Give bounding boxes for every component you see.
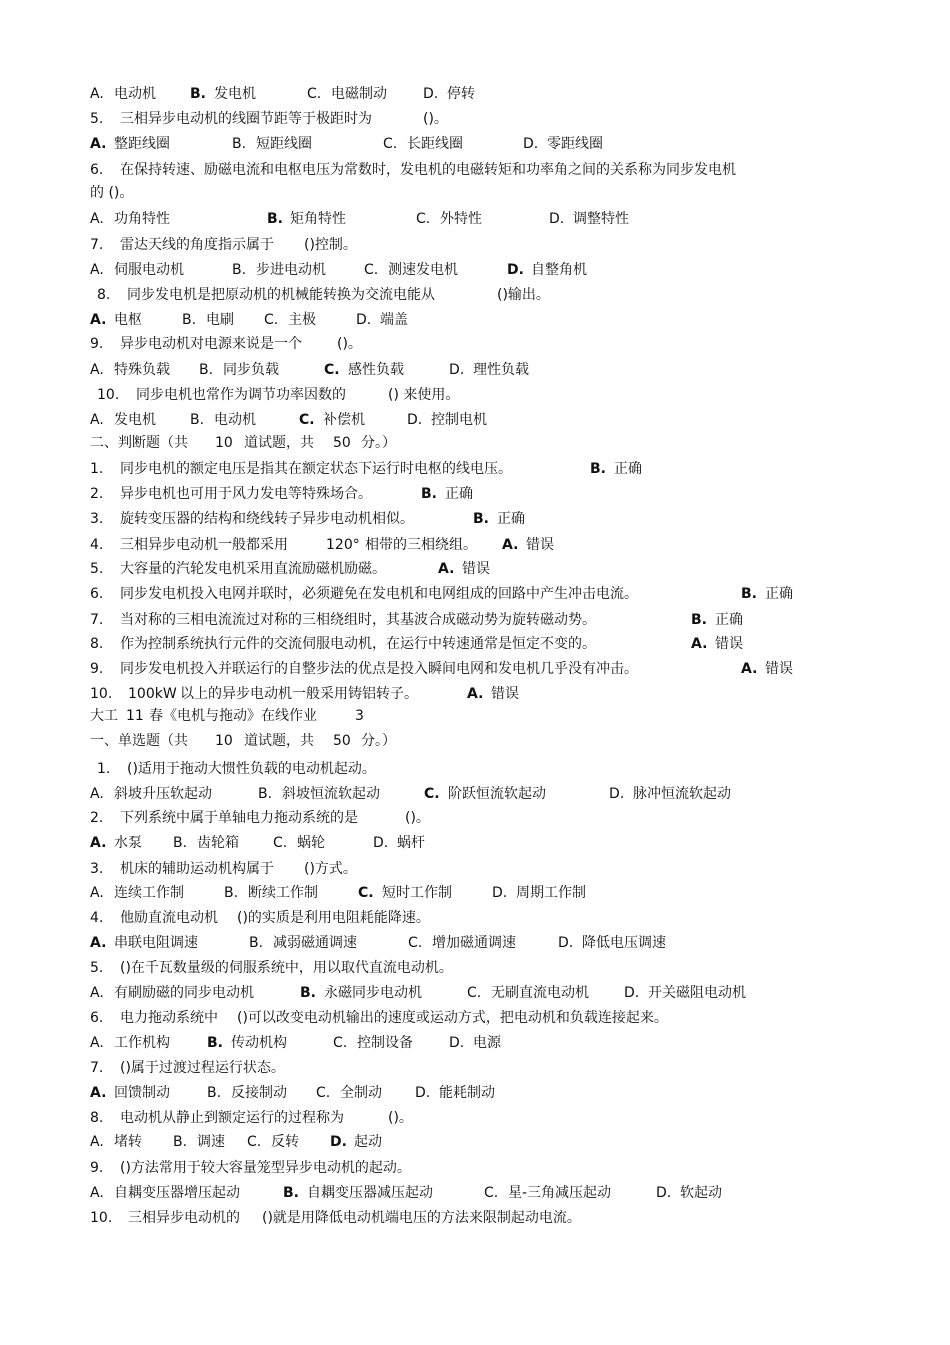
text-segment: 8.	[97, 287, 111, 303]
text-segment: 水泵	[114, 835, 142, 851]
text-line	[0, 359, 950, 381]
text-segment: 同步电机也常作为调节功率因数的	[136, 387, 346, 403]
option-letter-bold: B.	[741, 586, 757, 602]
text-segment: D.	[609, 786, 625, 802]
text-segment: 工作机构	[114, 1035, 170, 1051]
text-segment: A.	[90, 362, 104, 378]
text-segment: 调速	[197, 1134, 225, 1150]
text-segment: 50	[333, 435, 351, 451]
text-line	[0, 758, 950, 780]
text-segment: 1.	[90, 461, 104, 477]
option-letter-bold: B.	[590, 461, 606, 477]
text-segment: 10.	[90, 1210, 113, 1226]
text-segment: 长距线圈	[407, 136, 463, 152]
text-segment: ()方法常用于较大容量笼型异步电动机的起动。	[120, 1160, 411, 1176]
text-segment: 正确	[715, 612, 743, 628]
text-segment: 1.	[97, 761, 111, 777]
text-segment: 降低电压调速	[582, 935, 666, 951]
text-segment: 相带的三相绕组。	[365, 537, 477, 553]
text-segment: 7.	[90, 237, 104, 253]
text-segment: 5.	[90, 960, 104, 976]
text-segment: 7.	[90, 1060, 104, 1076]
text-segment: 开关磁阻电动机	[648, 985, 746, 1001]
text-line	[0, 957, 950, 979]
text-segment: 整距线圈	[114, 136, 170, 152]
option-letter-bold: D.	[507, 262, 524, 278]
text-segment: 电力拖动系统中	[120, 1010, 218, 1026]
text-segment: D.	[624, 985, 640, 1001]
text-segment: 9.	[90, 1160, 104, 1176]
text-segment: 端盖	[380, 312, 408, 328]
text-segment: 电磁制动	[331, 86, 387, 102]
text-segment: 矩角特性	[290, 211, 346, 227]
text-segment: 连续工作制	[114, 885, 184, 901]
text-segment: A.	[90, 1134, 104, 1150]
text-segment: ()属于过渡过程运行状态。	[120, 1060, 285, 1076]
text-segment: B.	[190, 412, 205, 428]
text-line	[0, 159, 950, 181]
text-segment: ()。	[388, 1110, 413, 1126]
text-line	[0, 409, 950, 431]
text-segment: 异步电动机对电源来说是一个	[120, 336, 302, 352]
option-letter-bold: C.	[324, 362, 340, 378]
text-line	[0, 705, 950, 727]
text-segment: 5.	[90, 561, 104, 577]
text-segment: 全制动	[340, 1085, 382, 1101]
text-segment: 3.	[90, 861, 104, 877]
text-segment: 软起动	[680, 1185, 722, 1201]
text-segment: 他励直流电动机	[120, 910, 218, 926]
text-segment: 斜坡升压软起动	[114, 786, 212, 802]
text-segment: 2.	[90, 486, 104, 502]
text-line	[0, 483, 950, 505]
text-line	[0, 783, 950, 805]
text-segment: ()就是用降低电动机端电压的方法来限制起动电流。	[262, 1210, 581, 1226]
text-segment: B.	[232, 136, 247, 152]
text-segment: A.	[90, 985, 104, 1001]
text-segment: D.	[407, 412, 423, 428]
text-segment: 10.	[90, 686, 113, 702]
text-line	[0, 458, 950, 480]
text-line	[0, 133, 950, 155]
option-letter-bold: A.	[90, 835, 107, 851]
text-segment: B.	[173, 1134, 188, 1150]
text-segment: 发电机	[114, 412, 156, 428]
text-segment: 断续工作制	[248, 885, 318, 901]
text-segment: 下列系统中属于单轴电力拖动系统的是	[120, 810, 358, 826]
text-line	[0, 234, 950, 256]
text-segment: 堵转	[114, 1134, 142, 1150]
text-segment: 大工	[90, 708, 118, 724]
text-line	[0, 1157, 950, 1179]
text-segment: 自耦变压器增压起动	[114, 1185, 240, 1201]
text-segment: D.	[449, 362, 465, 378]
text-line	[0, 384, 950, 406]
text-line	[0, 633, 950, 655]
text-segment: D.	[558, 935, 574, 951]
text-segment: 作为控制系统执行元件的交流伺服电动机，在运行中转速通常是恒定不变的。	[120, 636, 596, 652]
text-segment: 8.	[90, 636, 104, 652]
text-segment: 10	[215, 733, 233, 749]
text-segment: 6.	[90, 586, 104, 602]
text-segment: 正确	[765, 586, 793, 602]
text-segment: 7.	[90, 612, 104, 628]
text-line	[0, 108, 950, 130]
text-segment: 三相异步电动机的线圈节距等于极距时为	[120, 111, 372, 127]
text-segment: 电动机从静止到额定运行的过程称为	[120, 1110, 344, 1126]
option-letter-bold: A.	[90, 136, 107, 152]
text-segment: 8.	[90, 1110, 104, 1126]
text-segment: 三相异步电动机一般都采用	[120, 537, 288, 553]
text-segment: 100kW	[128, 686, 177, 702]
text-segment: 6.	[90, 162, 104, 178]
text-segment: 10.	[97, 387, 120, 403]
option-letter-bold: C.	[358, 885, 374, 901]
text-segment: ()。	[423, 111, 448, 127]
text-segment: D.	[373, 835, 389, 851]
text-segment: 步进电动机	[256, 262, 326, 278]
text-line	[0, 432, 950, 454]
text-segment: A.	[90, 786, 104, 802]
text-segment: 错误	[462, 561, 490, 577]
text-segment: 无刷直流电动机	[491, 985, 589, 1001]
text-line	[0, 333, 950, 355]
text-segment: C.	[416, 211, 431, 227]
text-line	[0, 1131, 950, 1153]
text-segment: 零距线圈	[547, 136, 603, 152]
text-segment: 电枢	[114, 312, 142, 328]
text-segment: 测速发电机	[388, 262, 458, 278]
text-segment: C.	[247, 1134, 262, 1150]
text-line	[0, 309, 950, 331]
text-segment: 错误	[491, 686, 519, 702]
text-segment: 9.	[90, 661, 104, 677]
text-segment: 9.	[90, 336, 104, 352]
text-segment: 串联电阻调速	[114, 935, 198, 951]
text-segment: B.	[258, 786, 273, 802]
text-segment: 一、单选题（共	[90, 733, 188, 749]
text-line	[0, 182, 950, 204]
text-segment: 二、判断题（共	[90, 435, 188, 451]
text-segment: 50	[333, 733, 351, 749]
text-line	[0, 982, 950, 1004]
text-line	[0, 583, 950, 605]
text-segment: 控制设备	[357, 1035, 413, 1051]
text-segment: 反转	[271, 1134, 299, 1150]
text-segment: C.	[333, 1035, 348, 1051]
text-segment: 正确	[445, 486, 473, 502]
option-letter-bold: A.	[502, 537, 519, 553]
text-segment: 当对称的三相电流流过对称的三相绕组时，其基波合成磁动势为旋转磁动势。	[120, 612, 596, 628]
text-segment: 短时工作制	[382, 885, 452, 901]
text-segment: B.	[232, 262, 247, 278]
option-letter-bold: B.	[421, 486, 437, 502]
text-segment: A.	[90, 262, 104, 278]
text-segment: C.	[467, 985, 482, 1001]
text-segment: D.	[492, 885, 508, 901]
text-segment: 同步电机的额定电压是指其在额定状态下运行时电枢的线电压。	[120, 461, 512, 477]
option-letter-bold: B.	[300, 985, 316, 1001]
text-segment: 短距线圈	[256, 136, 312, 152]
text-segment: B.	[199, 362, 214, 378]
option-letter-bold: D.	[330, 1134, 347, 1150]
text-segment: 星-三角减压起动	[508, 1185, 612, 1201]
text-segment: ()可以改变电动机输出的速度或运动方式，把电动机和负载连接起来。	[237, 1010, 668, 1026]
text-segment: B.	[207, 1085, 222, 1101]
text-segment: B.	[249, 935, 264, 951]
text-segment: C.	[316, 1085, 331, 1101]
text-segment: 电源	[473, 1035, 501, 1051]
text-segment: 蜗杆	[397, 835, 425, 851]
text-segment: C.	[383, 136, 398, 152]
text-line	[0, 858, 950, 880]
text-segment: A.	[90, 1185, 104, 1201]
text-segment: D.	[415, 1085, 431, 1101]
text-line	[0, 534, 950, 556]
text-segment: 周期工作制	[516, 885, 586, 901]
text-segment: ()方式。	[304, 861, 357, 877]
option-letter-bold: A.	[90, 312, 107, 328]
text-segment: 错误	[715, 636, 743, 652]
text-segment: C.	[264, 312, 279, 328]
text-segment: 发电机	[214, 86, 256, 102]
text-segment: 自耦变压器减压起动	[307, 1185, 433, 1201]
text-segment: B.	[182, 312, 197, 328]
text-segment: A.	[90, 1035, 104, 1051]
text-segment: D.	[356, 312, 372, 328]
text-segment: 齿轮箱	[197, 835, 239, 851]
text-segment: 4.	[90, 910, 104, 926]
text-segment: 理性负载	[473, 362, 529, 378]
text-segment: 的 ()。	[90, 185, 134, 201]
text-segment: 分。）	[361, 435, 396, 451]
text-segment: 电动机	[114, 86, 156, 102]
text-segment: 伺服电动机	[114, 262, 184, 278]
text-line	[0, 658, 950, 680]
text-segment: 同步发电机投入电网并联时，必须避免在发电机和电网组成的回路中产生冲击电流。	[120, 586, 638, 602]
text-segment: ()。	[337, 336, 362, 352]
text-segment: 120°	[326, 537, 360, 553]
text-segment: 机床的辅助运动机构属于	[120, 861, 274, 877]
text-line	[0, 1057, 950, 1079]
text-segment: 特殊负载	[114, 362, 170, 378]
text-segment: 三相异步电动机的	[128, 1210, 240, 1226]
text-segment: 外特性	[440, 211, 482, 227]
text-segment: 大容量的汽轮发电机采用直流励磁机励磁。	[120, 561, 386, 577]
text-segment: C.	[364, 262, 379, 278]
text-segment: 主极	[288, 312, 316, 328]
text-segment: 道试题，共	[244, 435, 314, 451]
text-segment: 5.	[90, 111, 104, 127]
text-segment: D.	[449, 1035, 465, 1051]
text-segment: 3	[355, 708, 364, 724]
text-segment: 停转	[447, 86, 475, 102]
text-segment: 增加磁通调速	[432, 935, 516, 951]
text-segment: D.	[656, 1185, 672, 1201]
text-segment: A.	[90, 885, 104, 901]
text-segment: A.	[90, 86, 104, 102]
text-segment: 以上的异步电动机一般采用铸铝转子。	[180, 686, 418, 702]
text-segment: 4.	[90, 537, 104, 553]
text-line	[0, 730, 950, 752]
text-segment: C.	[273, 835, 288, 851]
text-segment: 错误	[765, 661, 793, 677]
text-segment: D.	[549, 211, 565, 227]
option-letter-bold: A.	[691, 636, 708, 652]
text-line	[0, 832, 950, 854]
text-line	[0, 83, 950, 105]
option-letter-bold: B.	[267, 211, 283, 227]
text-segment: 控制电机	[431, 412, 487, 428]
text-segment: A.	[90, 412, 104, 428]
text-segment: 同步发电机投入并联运行的自整步法的优点是投入瞬间电网和发电机几乎没有冲击。	[120, 661, 638, 677]
text-line	[0, 932, 950, 954]
text-segment: B.	[224, 885, 239, 901]
text-line	[0, 1082, 950, 1104]
text-segment: 分。）	[361, 733, 396, 749]
text-segment: C.	[307, 86, 322, 102]
text-segment: 3.	[90, 511, 104, 527]
text-segment: ()控制。	[304, 237, 357, 253]
text-segment: 传动机构	[231, 1035, 287, 1051]
text-line	[0, 508, 950, 530]
text-segment: 2.	[90, 810, 104, 826]
option-letter-bold: A.	[90, 935, 107, 951]
text-segment: 正确	[497, 511, 525, 527]
option-letter-bold: B.	[691, 612, 707, 628]
text-segment: 在保持转速、励磁电流和电枢电压为常数时，发电机的电磁转矩和功率角之间的关系称为同步发电机	[120, 162, 736, 178]
text-line	[0, 208, 950, 230]
text-segment: ()输出。	[497, 287, 550, 303]
text-segment: 回馈制动	[114, 1085, 170, 1101]
text-segment: 正确	[614, 461, 642, 477]
text-segment: 春《电机与拖动》在线作业	[149, 708, 317, 724]
text-segment: B.	[173, 835, 188, 851]
option-letter-bold: B.	[190, 86, 206, 102]
text-segment: C.	[408, 935, 423, 951]
text-segment: 阶跃恒流软起动	[448, 786, 546, 802]
text-segment: D.	[423, 86, 439, 102]
text-segment: 电动机	[214, 412, 256, 428]
text-line	[0, 609, 950, 631]
text-segment: 起动	[354, 1134, 382, 1150]
option-letter-bold: C.	[424, 786, 440, 802]
text-segment: ()适用于拖动大惯性负载的电动机起动。	[127, 761, 376, 777]
text-segment: 有刷励磁的同步电动机	[114, 985, 254, 1001]
text-segment: 电刷	[206, 312, 234, 328]
option-letter-bold: A.	[438, 561, 455, 577]
text-segment: 同步发电机是把原动机的机械能转换为交流电能从	[127, 287, 435, 303]
text-line	[0, 1007, 950, 1029]
text-segment: 10	[215, 435, 233, 451]
option-letter-bold: B.	[207, 1035, 223, 1051]
text-line	[0, 1107, 950, 1129]
text-segment: 11	[126, 708, 144, 724]
text-line	[0, 259, 950, 281]
text-segment: 6.	[90, 1010, 104, 1026]
text-line	[0, 907, 950, 929]
text-segment: 蜗轮	[297, 835, 325, 851]
text-line	[0, 1032, 950, 1054]
text-line	[0, 683, 950, 705]
text-segment: 异步电机也可用于风力发电等特殊场合。	[120, 486, 372, 502]
text-segment: 补偿机	[323, 412, 365, 428]
text-segment: 脉冲恒流软起动	[633, 786, 731, 802]
text-segment: 功角特性	[114, 211, 170, 227]
text-line	[0, 1207, 950, 1229]
text-line	[0, 284, 950, 306]
text-segment: 自整角机	[531, 262, 587, 278]
text-line	[0, 882, 950, 904]
text-segment: 减弱磁通调速	[273, 935, 357, 951]
option-letter-bold: B.	[283, 1185, 299, 1201]
text-segment: ()。	[405, 810, 430, 826]
text-segment: 斜坡恒流软起动	[282, 786, 380, 802]
text-segment: 永磁同步电动机	[324, 985, 422, 1001]
option-letter-bold: A.	[741, 661, 758, 677]
text-segment: ()的实质是利用电阻耗能降速。	[237, 910, 430, 926]
text-segment: 感性负载	[348, 362, 404, 378]
text-segment: 反接制动	[231, 1085, 287, 1101]
text-segment: 调整特性	[573, 211, 629, 227]
option-letter-bold: A.	[467, 686, 484, 702]
text-segment: 旋转变压器的结构和绕线转子异步电动机相似。	[120, 511, 414, 527]
option-letter-bold: C.	[299, 412, 315, 428]
text-line	[0, 807, 950, 829]
text-line	[0, 1182, 950, 1204]
text-segment: 雷达天线的角度指示属于	[120, 237, 274, 253]
option-letter-bold: B.	[473, 511, 489, 527]
text-segment: ()在千瓦数量级的伺服系统中，用以取代直流电动机。	[120, 960, 453, 976]
text-segment: 同步负载	[223, 362, 279, 378]
text-line	[0, 558, 950, 580]
text-segment: A.	[90, 211, 104, 227]
text-segment: () 来使用。	[388, 387, 460, 403]
text-segment: 错误	[526, 537, 554, 553]
text-segment: D.	[523, 136, 539, 152]
text-segment: 道试题，共	[244, 733, 314, 749]
text-segment: 能耗制动	[439, 1085, 495, 1101]
text-segment: C.	[484, 1185, 499, 1201]
option-letter-bold: A.	[90, 1085, 107, 1101]
